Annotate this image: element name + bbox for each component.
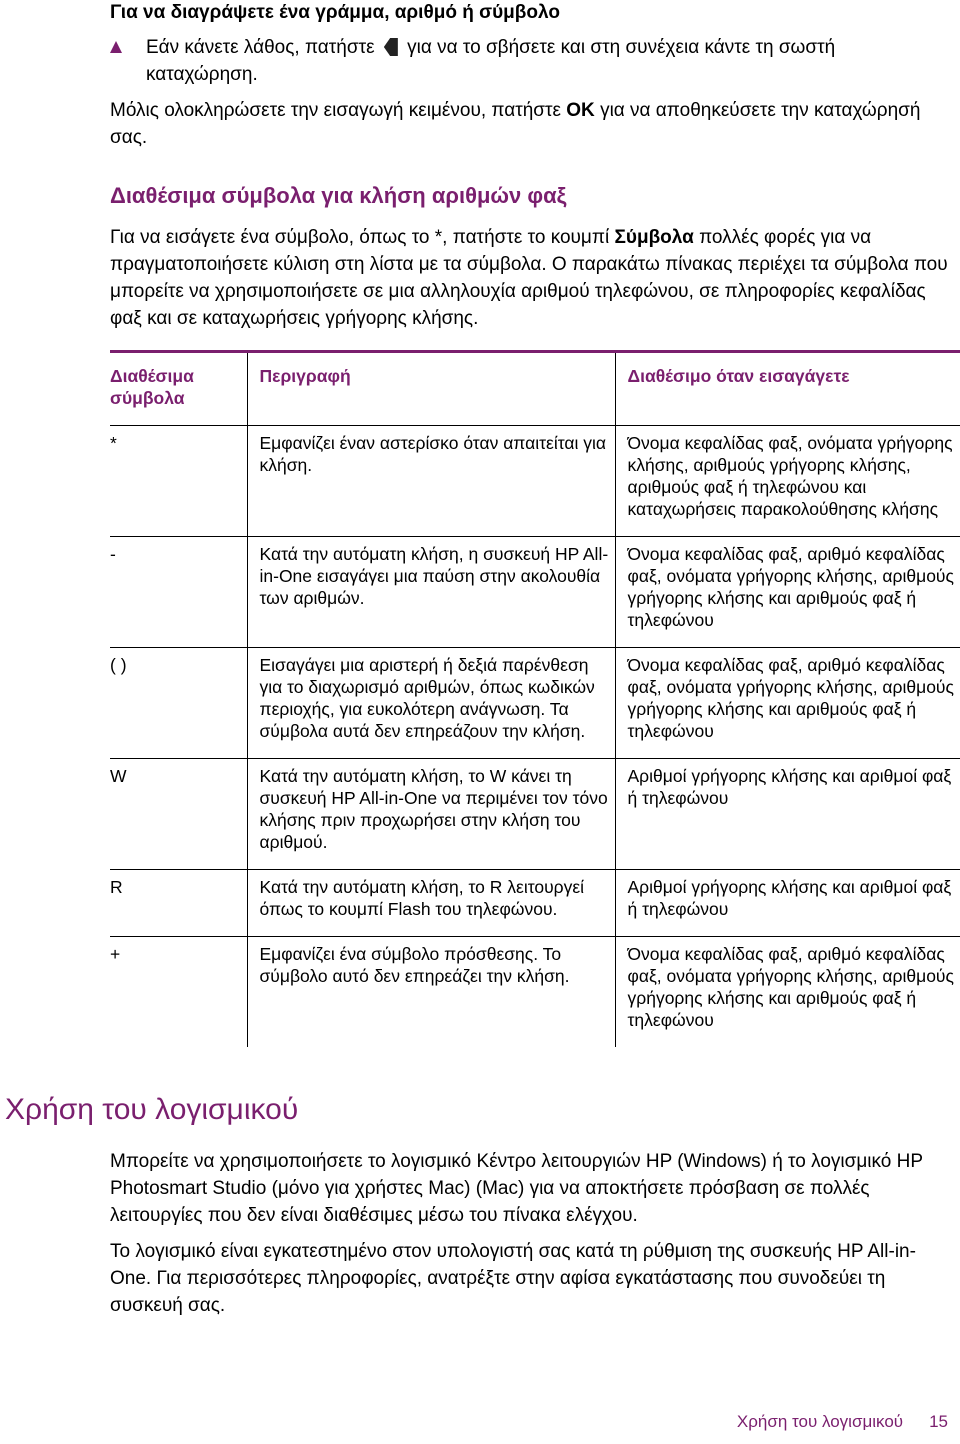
description-cell	[247, 537, 615, 648]
page-number: 15	[929, 1412, 948, 1431]
symbols-intro	[110, 224, 955, 332]
delete-step	[110, 34, 950, 88]
header-available: Διαθέσιμο όταν εισαγάγετε	[615, 352, 960, 426]
step-text-before: Εάν κάνετε λάθος, πατήστε	[146, 37, 375, 58]
available-cell	[615, 426, 960, 537]
table-row	[110, 537, 960, 648]
symbols-table	[110, 350, 960, 1047]
table-row	[110, 426, 960, 537]
description-text: Εμφανίζει έναν αστερίσκο όταν απαιτείται για κλήση.	[259, 433, 607, 475]
symbol-cell: +	[110, 937, 247, 1048]
step-text-after: για να το σβήσετε και στη συνέχεια κάντε τη σωστή καταχώρηση.	[146, 37, 836, 85]
header-symbols: Διαθέσιμα σύμβολα	[110, 352, 247, 426]
software-para-2: Το λογισμικό είναι εγκατεστημένο στον υπολογιστή σας κατά τη ρύθμιση της συσκευής HP All-in-One. Για περισσότερες πληροφορίες, ανατρέξτε στην αφίσα εγκατάστασης που συνοδεύει τη συσκευή σας.	[110, 1241, 916, 1316]
description-cell	[247, 648, 615, 759]
available-cell	[615, 648, 960, 759]
save-text-before: Μόλις ολοκληρώσετε την εισαγωγή κειμένου, πατήστε	[110, 100, 561, 121]
available-text: Αριθμοί γρήγορης κλήσης και αριθμοί φαξ ή τηλεφώνου	[627, 766, 952, 808]
available-text: Όνομα κεφαλίδας φαξ, αριθμό κεφαλίδας φαξ, ονόματα γρήγορης κλήσης, αριθμούς γρήγορης κλήσης και αριθμούς φαξ ή τηλεφώνου	[627, 655, 954, 741]
description-text: Κατά την αυτόματη κλήση, το W κάνει τη συσκευή HP All-in-One να περιμένει τον τόνο κλήσης πριν προχωρήσει στην κλήση του αριθμού.	[259, 766, 608, 852]
table-row	[110, 648, 960, 759]
symbol-cell: R	[110, 870, 247, 937]
description-text: Εισαγάγει μια αριστερή ή δεξιά παρένθεση για το διαχωρισμό αριθμών, όπως κωδικών περιοχής, για ευκολότερη ανάγνωση. Τα σύμβολα αυτά δεν επηρεάζουν την κλήση.	[259, 655, 595, 741]
description-cell	[247, 426, 615, 537]
software-section-title: Χρήση του λογισμικού	[5, 1093, 299, 1126]
table-header-row	[110, 352, 960, 426]
available-text: Αριθμοί γρήγορης κλήσης και αριθμοί φαξ ή τηλεφώνου	[627, 877, 952, 919]
description-cell	[247, 937, 615, 1048]
available-cell	[615, 870, 960, 937]
symbols-section-title: Διαθέσιμα σύμβολα για κλήση αριθμών φαξ	[110, 183, 567, 208]
available-text: Όνομα κεφαλίδας φαξ, αριθμό κεφαλίδας φαξ, ονόματα γρήγορης κλήσης, αριθμούς γρήγορης κλήσης και αριθμούς φαξ ή τηλεφώνου	[627, 944, 954, 1030]
page-footer	[737, 1412, 948, 1432]
table-row	[110, 870, 960, 937]
available-cell	[615, 937, 960, 1048]
description-text: Εμφανίζει ένα σύμβολο πρόσθεσης. Το σύμβολο αυτό δεν επηρεάζει την κλήση.	[259, 944, 570, 986]
symbol-cell: W	[110, 759, 247, 870]
symbols-key-label: Σύμβολα	[614, 227, 694, 248]
intro-text-after: πολλές φορές για να πραγματοποιήσετε κύλιση στη λίστα με τα σύμβολα. Ο παρακάτω πίνακας περιέχει τα σύμβολα που μπορείτε να χρησιμοποιήσετε σε μια αλληλουχία αριθμού τηλεφώνου, σε πληροφορίες κεφαλίδας φαξ και σε καταχωρήσεις γρήγορης κλήσης.	[110, 227, 948, 329]
header-description: Περιγραφή	[247, 352, 615, 426]
available-text: Όνομα κεφαλίδας φαξ, ονόματα γρήγορης κλήσης, αριθμούς γρήγορης κλήσης, αριθμούς φαξ ή τηλεφώνου και καταχωρήσεις παρακολούθησης κλήσης	[627, 433, 953, 519]
step-bullet-icon	[110, 41, 122, 53]
software-para-1: Μπορείτε να χρησιμοποιήσετε το λογισμικό Κέντρο λειτουργιών HP (Windows) ή το λογισμικό HP Photosmart Studio (μόνο για χρήστες Mac) (Mac) για να αποκτήσετε πρόσβαση σε πολλές λειτουργίες που δεν είναι διαθέσιμες μέσω του πίνακα ελέγχου.	[110, 1151, 923, 1226]
available-cell	[615, 759, 960, 870]
footer-section-title: Χρήση του λογισμικού	[736, 1412, 904, 1431]
table-row	[110, 759, 960, 870]
symbol-cell: ( )	[110, 648, 247, 759]
description-text: Κατά την αυτόματη κλήση, το R λειτουργεί όπως το κουμπί Flash του τηλεφώνου.	[259, 877, 585, 919]
delete-heading: Για να διαγράψετε ένα γράμμα, αριθμό ή σύμβολο	[110, 2, 560, 23]
intro-text-before: Για να εισάγετε ένα σύμβολο, όπως το *, πατήστε το κουμπί	[110, 227, 610, 248]
save-text-after: για να αποθηκεύσετε την καταχώρησή σας.	[110, 100, 921, 148]
description-cell	[247, 870, 615, 937]
symbol-cell: -	[110, 537, 247, 648]
ok-key-label: OK	[566, 100, 595, 121]
table-row	[110, 937, 960, 1048]
save-instruction	[110, 97, 955, 151]
delete-step-text	[110, 34, 950, 88]
symbol-cell: *	[110, 426, 247, 537]
description-cell	[247, 759, 615, 870]
available-cell	[615, 537, 960, 648]
description-text: Κατά την αυτόματη κλήση, η συσκευή HP All-in-One εισαγάγει μια παύση στην ακολουθία των αριθμών.	[259, 544, 609, 608]
backspace-key-icon	[384, 38, 398, 56]
available-text: Όνομα κεφαλίδας φαξ, αριθμό κεφαλίδας φαξ, ονόματα γρήγορης κλήσης, αριθμούς γρήγορης κλήσης και αριθμούς φαξ ή τηλεφώνου	[627, 544, 954, 630]
